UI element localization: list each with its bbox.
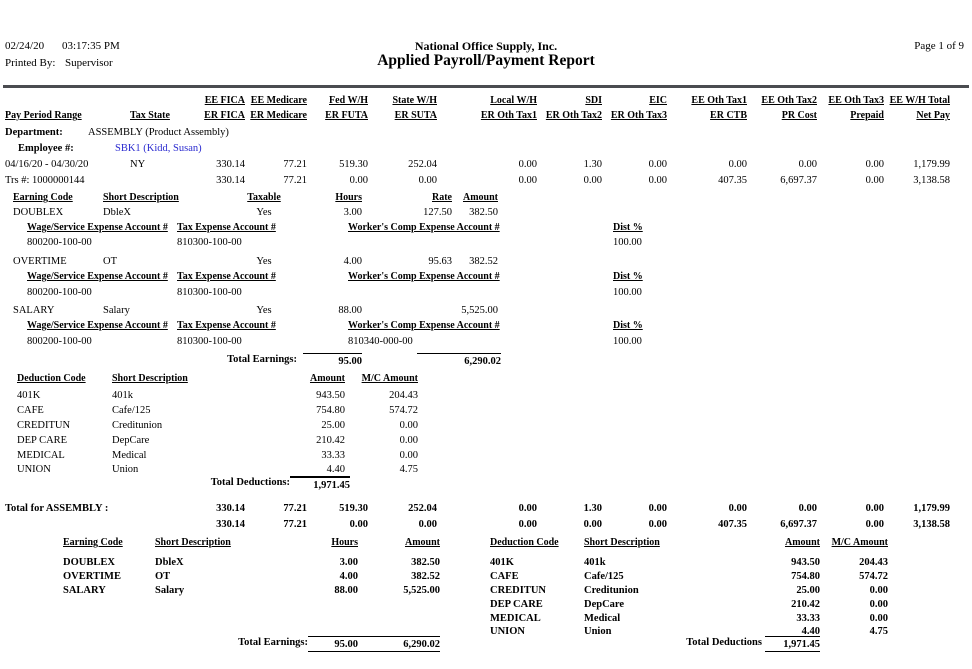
earning-hours: 4.00 — [343, 256, 362, 267]
cell: 330.14 — [216, 159, 245, 170]
earning-desc: DbleX — [155, 557, 184, 568]
summary-deduction-row — [490, 584, 888, 597]
spacer — [468, 286, 613, 299]
col-header: ER Oth Tax2 — [545, 110, 602, 121]
total-deductions-label: Total Deductions — [686, 637, 762, 648]
earning-rate — [362, 304, 452, 317]
mc-amount-header: M/C Amount — [831, 537, 888, 548]
earning-code: DOUBLEX — [63, 557, 115, 568]
col-header: State W/H — [392, 95, 437, 106]
deduction-desc: Medical — [584, 613, 621, 624]
spacer — [468, 335, 613, 348]
col-header: Prepaid — [850, 110, 884, 121]
deduction-row — [17, 449, 418, 462]
cell: 0.00 — [583, 175, 602, 186]
col-header: PR Cost — [781, 110, 817, 121]
account-value-row — [27, 236, 658, 249]
col-header: EE Oth Tax1 — [691, 95, 747, 106]
total-earnings-amount: 6,290.02 — [417, 353, 501, 368]
col-header: ER SUTA — [394, 110, 437, 121]
deduction-row — [17, 434, 418, 447]
wc-account: 810340-000-00 — [348, 336, 413, 347]
print-time: 03:17:35 PM — [62, 40, 120, 52]
account-header-row — [27, 319, 658, 332]
col-header: EE FICA — [204, 95, 245, 106]
deduction-amount: 943.50 — [316, 390, 345, 401]
wc-account — [348, 236, 468, 249]
deduction-code: 401K — [17, 390, 41, 401]
tax-account: 810300-100-00 — [177, 237, 242, 248]
cell: 1.30 — [583, 159, 602, 170]
short-description-header: Short Description — [112, 373, 188, 384]
cell: 77.21 — [283, 175, 307, 186]
earning-taxable: Yes — [256, 305, 272, 316]
earning-amount: 382.52 — [469, 256, 498, 267]
col-header: Fed W/H — [329, 95, 368, 106]
department-value: ASSEMBLY (Product Assembly) — [88, 127, 229, 138]
earning-row — [13, 206, 498, 219]
hours-header: Hours — [331, 537, 358, 548]
earning-hours: 3.00 — [343, 207, 362, 218]
cell: 77.21 — [283, 519, 307, 530]
earning-hours: 88.00 — [338, 305, 362, 316]
summary-earning-row — [63, 570, 440, 583]
cell: 0.00 — [798, 503, 817, 514]
cell: 3,138.58 — [913, 175, 950, 186]
deduction-amount: 33.33 — [321, 450, 345, 461]
deduction-amount: 754.80 — [791, 571, 820, 582]
col-header: EE Oth Tax2 — [761, 95, 817, 106]
mc-amount-header: M/C Amount — [361, 373, 418, 384]
main-header-row-2 — [5, 109, 950, 122]
cell: 6,697.37 — [780, 519, 817, 530]
deduction-row — [17, 389, 418, 402]
deduction-desc: DepCare — [584, 599, 625, 610]
spacer — [5, 94, 130, 107]
total-earnings-hours: 95.00 — [303, 353, 362, 368]
cell: 0.00 — [865, 519, 884, 530]
short-description-header: Short Description — [155, 537, 231, 548]
deduction-mc: 204.43 — [389, 390, 418, 401]
spacer — [5, 142, 18, 155]
spacer — [130, 94, 185, 107]
deduction-code: CAFE — [17, 405, 44, 416]
cell: 0.00 — [648, 519, 667, 530]
summary-earnings-header-row — [63, 536, 440, 549]
deduction-code: UNION — [17, 464, 51, 475]
deduction-mc: 0.00 — [869, 585, 888, 596]
earning-hours: 3.00 — [339, 557, 358, 568]
deduction-desc: 401k — [112, 390, 133, 401]
deduction-code: CAFE — [490, 571, 519, 582]
cell: 1.30 — [583, 503, 602, 514]
wc-account-header: Worker's Comp Expense Account # — [348, 222, 500, 233]
wc-account-header: Worker's Comp Expense Account # — [348, 320, 500, 331]
dept-total-label: Total for ASSEMBLY : — [5, 503, 109, 514]
wc-account — [348, 286, 468, 299]
cell: 252.04 — [408, 159, 437, 170]
earning-desc: OT — [155, 571, 171, 582]
deduction-code: CREDITUN — [490, 585, 547, 596]
cell: 0.00 — [798, 159, 817, 170]
deductions-header-row — [17, 372, 418, 385]
summary-deduction-row — [490, 556, 888, 569]
printed-by-value: Supervisor — [65, 57, 113, 69]
cell: 3,138.58 — [913, 519, 950, 530]
col-header-tax-state: Tax State — [130, 110, 170, 121]
deduction-code-header: Deduction Code — [17, 373, 86, 384]
deduction-desc: Creditunion — [584, 585, 639, 596]
cell: 0.00 — [728, 159, 747, 170]
summary-deductions-header-row — [490, 536, 888, 549]
account-header-row — [27, 221, 658, 234]
taxable-header: Taxable — [247, 192, 281, 203]
spacer — [130, 174, 185, 187]
tax-state: NY — [130, 159, 146, 170]
earning-amount: 382.50 — [469, 207, 498, 218]
summary-deduction-row — [490, 598, 888, 611]
deduction-mc: 4.75 — [399, 464, 418, 475]
cell: 0.00 — [418, 175, 437, 186]
spacer — [362, 353, 417, 368]
cell: 252.04 — [408, 503, 437, 514]
cell: 330.14 — [216, 519, 245, 530]
total-deductions-row — [17, 476, 350, 492]
col-header: ER Oth Tax1 — [480, 110, 537, 121]
rate-header: Rate — [432, 192, 452, 203]
earning-amount: 382.50 — [411, 557, 440, 568]
deduction-mc: 0.00 — [869, 599, 888, 610]
deduction-desc: Cafe/125 — [112, 405, 151, 416]
wage-account-header: Wage/Service Expense Account # — [27, 222, 168, 233]
cell: 0.00 — [865, 159, 884, 170]
company-name: National Office Supply, Inc. — [414, 39, 558, 53]
cell: 77.21 — [283, 503, 307, 514]
total-earnings-row — [5, 353, 501, 368]
wage-account-header: Wage/Service Expense Account # — [27, 320, 168, 331]
print-date: 02/24/20 — [5, 40, 45, 52]
deduction-amount: 4.40 — [326, 464, 345, 475]
tax-account-header: Tax Expense Account # — [177, 271, 276, 282]
total-earnings-amount: 6,290.02 — [358, 636, 440, 652]
earning-taxable: Yes — [256, 256, 272, 267]
deduction-amount: 210.42 — [791, 599, 820, 610]
earning-desc: Salary — [155, 585, 185, 596]
cell: 0.00 — [518, 519, 537, 530]
cell: 0.00 — [518, 503, 537, 514]
dist-header: Dist % — [613, 271, 643, 282]
col-header: ER CTB — [710, 110, 747, 121]
earning-taxable: Yes — [256, 207, 272, 218]
earning-code: OVERTIME — [13, 256, 67, 267]
col-header: ER Medicare — [250, 110, 307, 121]
total-deductions-value: 1,971.45 — [290, 476, 350, 492]
cell: 1,179.99 — [913, 503, 950, 514]
deduction-row — [17, 419, 418, 432]
total-deductions-label: Total Deductions: — [210, 477, 290, 488]
cell: 0.00 — [648, 503, 667, 514]
deduction-amount: 754.80 — [316, 405, 345, 416]
wage-account: 800200-100-00 — [27, 336, 92, 347]
earning-amount: 5,525.00 — [461, 305, 498, 316]
printed-by-label: Printed By: — [5, 57, 56, 69]
earning-code-header: Earning Code — [63, 537, 123, 548]
deduction-row — [17, 404, 418, 417]
deduction-amount: 33.33 — [796, 613, 820, 624]
employee-link[interactable]: SBK1 (Kidd, Susan) — [115, 143, 202, 154]
dept-total-row-1 — [5, 502, 950, 515]
short-description-header: Short Description — [584, 537, 660, 548]
dist-header: Dist % — [613, 222, 643, 233]
col-header: EE Medicare — [250, 95, 307, 106]
deduction-desc: DepCare — [112, 435, 150, 446]
amount-header: Amount — [404, 537, 440, 548]
wc-account-header: Worker's Comp Expense Account # — [348, 271, 500, 282]
wage-account: 800200-100-00 — [27, 287, 92, 298]
spacer — [468, 319, 613, 332]
deduction-amount: 4.40 — [801, 626, 820, 637]
tax-account: 810300-100-00 — [177, 287, 242, 298]
earning-row — [13, 255, 498, 268]
col-header: Net Pay — [916, 110, 950, 121]
deduction-amount: 943.50 — [791, 557, 820, 568]
cell: 407.35 — [718, 519, 747, 530]
earning-desc: OT — [103, 256, 117, 267]
page-number: Page 1 of 9 — [914, 40, 964, 52]
earning-code: OVERTIME — [63, 571, 121, 582]
account-value-row — [27, 286, 658, 299]
earning-hours: 88.00 — [334, 585, 358, 596]
summary-total-earnings-row — [63, 636, 440, 652]
deduction-desc: Cafe/125 — [584, 571, 624, 582]
col-header-pay-period: Pay Period Range — [5, 110, 82, 121]
cell: 0.00 — [865, 175, 884, 186]
cell: 0.00 — [865, 503, 884, 514]
earning-code-header: Earning Code — [13, 192, 73, 203]
col-header: ER FICA — [204, 110, 245, 121]
cell: 407.35 — [718, 175, 747, 186]
wage-account-header: Wage/Service Expense Account # — [27, 271, 168, 282]
cell: 0.00 — [349, 175, 368, 186]
cell: 6,697.37 — [780, 175, 817, 186]
cell: 330.14 — [216, 503, 245, 514]
deduction-amount: 25.00 — [321, 420, 345, 431]
earning-hours: 4.00 — [339, 571, 358, 582]
col-header: SDI — [585, 95, 602, 106]
earning-code: DOUBLEX — [13, 207, 64, 218]
col-header: EE Oth Tax3 — [828, 95, 884, 106]
amount-header: Amount — [784, 537, 820, 548]
amount-header: Amount — [462, 192, 498, 203]
tax-account-header: Tax Expense Account # — [177, 320, 276, 331]
deduction-mc: 0.00 — [399, 450, 418, 461]
col-header: Local W/H — [490, 95, 537, 106]
pay-row-ee — [5, 158, 950, 171]
dist-percent: 100.00 — [613, 287, 642, 298]
tax-account-header: Tax Expense Account # — [177, 222, 276, 233]
cell: 519.30 — [339, 159, 368, 170]
cell: 0.00 — [728, 503, 747, 514]
earnings-header-row — [13, 191, 498, 204]
pay-row-er — [5, 174, 950, 187]
cell: 1,179.99 — [913, 159, 950, 170]
deduction-code: MEDICAL — [490, 613, 541, 624]
summary-earning-row — [63, 584, 440, 597]
deduction-code: 401K — [490, 557, 514, 568]
deduction-code: UNION — [490, 626, 526, 637]
cell: 519.30 — [339, 503, 368, 514]
deduction-mc: 0.00 — [399, 420, 418, 431]
cell: 0.00 — [648, 159, 667, 170]
col-header: EIC — [649, 95, 667, 106]
deduction-mc: 574.72 — [859, 571, 888, 582]
earning-rate: 127.50 — [423, 207, 452, 218]
earning-rate: 95.63 — [428, 256, 452, 267]
deduction-mc: 4.75 — [869, 626, 888, 637]
summary-earning-row — [63, 556, 440, 569]
spacer — [468, 270, 613, 283]
amount-header: Amount — [309, 373, 345, 384]
deduction-code: DEP CARE — [17, 435, 68, 446]
deduction-code-header: Deduction Code — [490, 537, 559, 548]
hours-header: Hours — [335, 192, 362, 203]
deduction-mc: 574.72 — [389, 405, 418, 416]
wage-account: 800200-100-00 — [27, 237, 92, 248]
trs-number: Trs #: 1000000144 — [5, 175, 85, 186]
spacer — [5, 518, 185, 531]
earning-desc: Salary — [103, 305, 130, 316]
account-value-row — [27, 335, 658, 348]
total-earnings-label: Total Earnings: — [238, 637, 308, 648]
cell: 0.00 — [418, 519, 437, 530]
total-earnings-hours: 95.00 — [308, 636, 358, 652]
earning-row — [13, 304, 498, 317]
cell: 0.00 — [518, 159, 537, 170]
department-row — [5, 126, 229, 139]
dist-percent: 100.00 — [613, 237, 642, 248]
employee-row — [5, 142, 202, 155]
earning-desc: DbleX — [103, 207, 131, 218]
cell: 77.21 — [283, 159, 307, 170]
summary-deduction-row — [490, 570, 888, 583]
pay-period: 04/16/20 - 04/30/20 — [5, 159, 89, 170]
deduction-amount: 210.42 — [316, 435, 345, 446]
deduction-desc: Union — [584, 626, 612, 637]
cell: 0.00 — [648, 175, 667, 186]
summary-deduction-row — [490, 612, 888, 625]
account-header-row — [27, 270, 658, 283]
spacer — [468, 236, 613, 249]
cell: 330.14 — [216, 175, 245, 186]
dist-percent: 100.00 — [613, 336, 642, 347]
earning-amount: 5,525.00 — [403, 585, 440, 596]
employee-label: Employee #: — [18, 143, 74, 154]
col-header: ER FUTA — [325, 110, 368, 121]
deduction-desc: Union — [112, 464, 139, 475]
tax-account: 810300-100-00 — [177, 336, 242, 347]
main-header-row-1 — [5, 94, 950, 107]
total-deductions-value: 1,971.45 — [765, 636, 820, 652]
deduction-code: MEDICAL — [17, 450, 65, 461]
header-rule — [3, 85, 969, 88]
dist-header: Dist % — [613, 320, 643, 331]
deduction-desc: Medical — [112, 450, 147, 461]
earning-code: SALARY — [13, 305, 55, 316]
deduction-amount: 25.00 — [796, 585, 820, 596]
total-earnings-label: Total Earnings: — [227, 354, 297, 365]
cell: 0.00 — [583, 519, 602, 530]
deduction-desc: 401k — [584, 557, 606, 568]
deduction-row — [17, 463, 418, 476]
deduction-code: CREDITUN — [17, 420, 71, 431]
department-label: Department: — [5, 127, 63, 138]
deduction-mc: 0.00 — [399, 435, 418, 446]
short-description-header: Short Description — [103, 192, 179, 203]
col-header: EE W/H Total — [889, 95, 950, 106]
col-header: ER Oth Tax3 — [610, 110, 667, 121]
spacer — [468, 221, 613, 234]
deduction-desc: Creditunion — [112, 420, 163, 431]
summary-total-deductions-row — [490, 636, 820, 652]
deduction-mc: 204.43 — [859, 557, 888, 568]
report-title: Applied Payroll/Payment Report — [377, 52, 595, 69]
dept-total-row-2 — [5, 518, 950, 531]
cell: 0.00 — [518, 175, 537, 186]
earning-amount: 382.52 — [411, 571, 440, 582]
deduction-code: DEP CARE — [490, 599, 543, 610]
cell: 0.00 — [349, 519, 368, 530]
earning-code: SALARY — [63, 585, 106, 596]
deduction-mc: 0.00 — [869, 613, 888, 624]
